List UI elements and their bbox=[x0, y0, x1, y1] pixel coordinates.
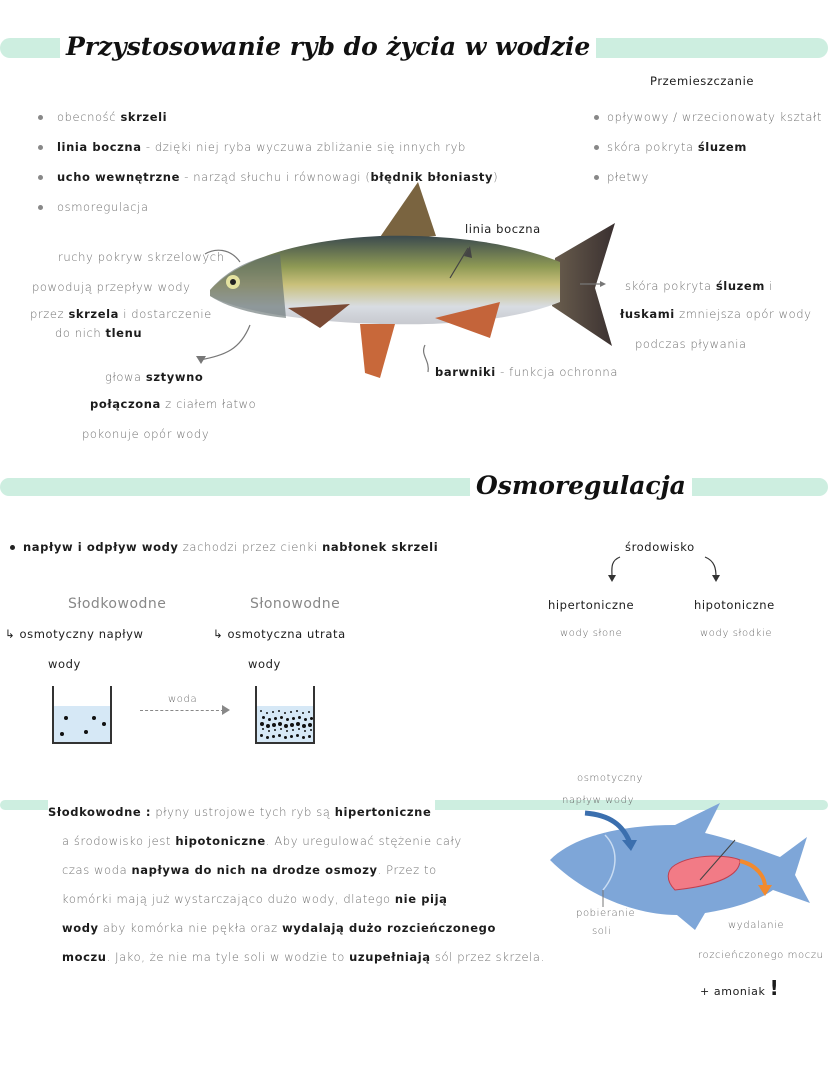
movement-item bbox=[594, 162, 822, 192]
solute-particle bbox=[260, 722, 264, 726]
solute-particle bbox=[310, 717, 313, 720]
emphasized-text: hipertoniczne bbox=[334, 805, 432, 819]
text-segment: płyny ustrojowe tych ryb są bbox=[151, 805, 335, 819]
fish-illustration bbox=[200, 178, 620, 383]
solute-particle bbox=[304, 718, 307, 721]
exclamation: ! bbox=[769, 976, 780, 1000]
solute-particle bbox=[290, 723, 294, 727]
solute-particle bbox=[280, 728, 282, 730]
emphasized-text: nabłonek skrzeli bbox=[322, 540, 439, 554]
emphasized-text: sztywno bbox=[145, 370, 204, 384]
solute-particle bbox=[260, 734, 263, 737]
solute-particle bbox=[260, 710, 262, 712]
osmo-intro bbox=[10, 540, 438, 554]
env-hypotonic-sub: wody słodkie bbox=[700, 628, 773, 639]
solute-particle bbox=[262, 716, 265, 719]
freshwater-heading: Słodkowodne bbox=[68, 596, 167, 612]
emphasized-text: uzupełniają bbox=[349, 950, 431, 964]
emphasized-text: śluzem bbox=[697, 140, 747, 154]
emphasized-text: barwniki bbox=[435, 365, 496, 379]
gills-note-2 bbox=[32, 280, 191, 294]
movement-item bbox=[594, 102, 822, 132]
feature-item bbox=[38, 132, 498, 162]
env-heading: środowisko bbox=[625, 540, 695, 554]
salt-label-1: pobieranie bbox=[576, 908, 636, 919]
solute-particle bbox=[302, 724, 306, 728]
solute-particle bbox=[308, 711, 310, 713]
freshwater-paragraph bbox=[48, 798, 545, 972]
emphasized-text: napływa do nich na drodze osmozy bbox=[131, 863, 378, 877]
solute-particle bbox=[310, 729, 312, 731]
saltwater-heading: Słonowodne bbox=[250, 596, 341, 612]
skin-note-2 bbox=[620, 307, 812, 321]
emphasized-text: linia boczna bbox=[57, 140, 142, 154]
paragraph-line bbox=[48, 943, 545, 972]
solute-particle bbox=[266, 736, 269, 739]
env-arrows bbox=[600, 555, 730, 585]
pelvic-fin bbox=[360, 324, 395, 378]
text-segment: aby komórka nie pękła oraz bbox=[98, 921, 283, 935]
solute-particle bbox=[286, 718, 289, 721]
text-segment: skóra pokryta bbox=[625, 279, 716, 293]
solute-particle bbox=[268, 730, 270, 732]
solute-particle bbox=[272, 723, 276, 727]
emphasized-text: nie piją bbox=[394, 892, 448, 906]
water-arrow-label: woda bbox=[168, 694, 198, 705]
head-note-1 bbox=[105, 370, 203, 384]
solute-particle bbox=[296, 710, 298, 712]
env-hypertonic-sub: wody słone bbox=[560, 628, 623, 639]
gills-note-1 bbox=[58, 250, 225, 264]
solute-particle bbox=[272, 711, 274, 713]
emphasized-text: ucho wewnętrzne bbox=[57, 170, 180, 184]
text-segment: osmoregulacja bbox=[57, 200, 149, 214]
emphasized-text: wydalają dużo rozcieńczonego bbox=[282, 921, 496, 935]
text-segment: . Aby uregulować stężenie cały bbox=[265, 834, 462, 848]
solute-particle bbox=[262, 728, 264, 730]
solute-particle bbox=[296, 734, 299, 737]
skin-note-1 bbox=[625, 279, 773, 293]
lateral-line-label: linia boczna bbox=[465, 222, 541, 236]
gills-note-4 bbox=[55, 326, 142, 340]
env-hypotonic: hipotoniczne bbox=[694, 598, 775, 612]
text-segment: ruchy pokryw skrzelowych bbox=[58, 250, 225, 264]
paragraph-line bbox=[48, 827, 545, 856]
solute-particle bbox=[268, 718, 271, 721]
solute-particle bbox=[298, 716, 301, 719]
paragraph-line bbox=[48, 885, 545, 914]
text-segment: zachodzi przez cienki bbox=[178, 540, 323, 554]
freshwater-beaker bbox=[52, 686, 112, 744]
text-segment: skóra pokryta bbox=[607, 140, 698, 154]
paragraph-line bbox=[48, 914, 545, 943]
solute-particle bbox=[302, 712, 304, 714]
ammonia-text: + amoniak bbox=[700, 985, 766, 998]
head-note-3 bbox=[82, 427, 209, 441]
text-segment: - dzięki niej ryba wyczuwa zbliżanie się innych ryb bbox=[141, 140, 466, 154]
feature-item bbox=[38, 102, 498, 132]
text-segment: pokonuje opór wody bbox=[82, 427, 210, 441]
solute-particle bbox=[308, 735, 311, 738]
solute-particle bbox=[286, 730, 288, 732]
text-segment: komórki mają już wystarczająco dużo wody, dlatego bbox=[62, 892, 395, 906]
text-segment: - funkcja ochronna bbox=[495, 365, 618, 379]
inflow-label-2: napływ wody bbox=[562, 795, 635, 806]
text-segment: ) bbox=[493, 170, 499, 184]
solute-particle bbox=[292, 717, 295, 720]
emphasized-text: moczu bbox=[62, 950, 107, 964]
emphasized-text: skrzeli bbox=[120, 110, 168, 124]
emphasized-text: hipotoniczne bbox=[175, 834, 266, 848]
text-segment: - narząd słuchu i równowagi ( bbox=[179, 170, 371, 184]
solute-particle bbox=[302, 736, 305, 739]
text-segment: przez bbox=[30, 307, 69, 321]
tail-fin bbox=[552, 223, 615, 346]
skin-note-3 bbox=[635, 337, 747, 351]
emphasized-text: śluzem bbox=[715, 279, 765, 293]
movement-heading: Przemieszczanie bbox=[650, 74, 755, 88]
solute-particle bbox=[272, 735, 275, 738]
solute-particle bbox=[278, 710, 280, 712]
solute-particle bbox=[292, 729, 294, 731]
emphasized-text: tlenu bbox=[105, 326, 143, 340]
text-segment: i dostarczenie bbox=[119, 307, 212, 321]
dorsal-fin bbox=[378, 182, 436, 240]
solute-particle bbox=[298, 728, 300, 730]
saltwater-line2: wody bbox=[248, 657, 281, 671]
solute-particle bbox=[290, 735, 293, 738]
text-segment: sól przez skrzela. bbox=[430, 950, 545, 964]
text-segment: z ciałem łatwo bbox=[160, 397, 257, 411]
emphasized-text: napływ i odpływ wody bbox=[23, 540, 179, 554]
saltwater-beaker bbox=[255, 686, 315, 744]
page-title: Przystosowanie ryb do życia w wodzie bbox=[60, 32, 596, 61]
gills-note-3 bbox=[30, 307, 212, 321]
env-hypertonic: hipertoniczne bbox=[548, 598, 635, 612]
solute-particle bbox=[284, 712, 286, 714]
solute-particle bbox=[266, 712, 268, 714]
solute-particle bbox=[284, 736, 287, 739]
solute-particle bbox=[308, 723, 312, 727]
freshwater-line1: ↳ osmotyczny napływ bbox=[5, 627, 144, 641]
emphasized-text: skrzela bbox=[68, 307, 119, 321]
text-segment: zmniejsza opór wody bbox=[674, 307, 812, 321]
osmo-bar bbox=[0, 478, 828, 496]
osmo-title: Osmoregulacja bbox=[470, 471, 692, 500]
emphasized-text: łuskami bbox=[620, 307, 675, 321]
text-segment: powodują przepływ wody bbox=[32, 280, 191, 294]
water-arrow-head bbox=[222, 705, 230, 715]
emphasized-text: błędnik błoniasty bbox=[370, 170, 494, 184]
solute-particle bbox=[278, 722, 282, 726]
paragraph-line bbox=[48, 798, 435, 827]
solute-particle bbox=[280, 716, 283, 719]
head-note-2 bbox=[90, 397, 256, 411]
movement-item bbox=[594, 132, 822, 162]
salt-label-2: soli bbox=[592, 926, 612, 937]
solute-particle bbox=[274, 717, 277, 720]
text-segment: . Przez to bbox=[377, 863, 437, 877]
text-segment: do nich bbox=[55, 326, 106, 340]
solute-particle bbox=[304, 730, 306, 732]
excrete-label-2: rozcieńczonego moczu bbox=[698, 950, 824, 961]
movement-list bbox=[594, 102, 822, 192]
text-segment: . Jako, że nie ma tyle soli w wodzie to bbox=[106, 950, 350, 964]
text-segment: obecność bbox=[57, 110, 121, 124]
solute-particle bbox=[290, 711, 292, 713]
solute-particle bbox=[284, 724, 288, 728]
text-segment: płetwy bbox=[607, 170, 649, 184]
emphasized-text: wody bbox=[62, 921, 99, 935]
text-segment: opływowy / wrzecionowaty kształt bbox=[607, 110, 823, 124]
text-segment: głowa bbox=[105, 370, 146, 384]
water-arrow bbox=[140, 710, 224, 711]
excrete-label-1: wydalanie bbox=[728, 920, 785, 931]
emphasized-text: Słodkowodne : bbox=[48, 805, 152, 819]
solute-particle bbox=[266, 724, 270, 728]
inflow-label-1: osmotyczny bbox=[577, 773, 644, 784]
solute-particle bbox=[274, 729, 276, 731]
text-segment: podczas pływania bbox=[635, 337, 747, 351]
text-segment: czas woda bbox=[62, 863, 132, 877]
pigments-note bbox=[435, 365, 618, 379]
freshwater-line2: wody bbox=[48, 657, 81, 671]
text-segment: i bbox=[764, 279, 773, 293]
ammonia-label bbox=[700, 976, 779, 1000]
solute-particle bbox=[296, 722, 300, 726]
paragraph-line bbox=[48, 856, 545, 885]
solute-particle bbox=[278, 734, 281, 737]
text-segment: a środowisko jest bbox=[62, 834, 176, 848]
saltwater-line1: ↳ osmotyczna utrata bbox=[213, 627, 346, 641]
emphasized-text: połączona bbox=[90, 397, 161, 411]
